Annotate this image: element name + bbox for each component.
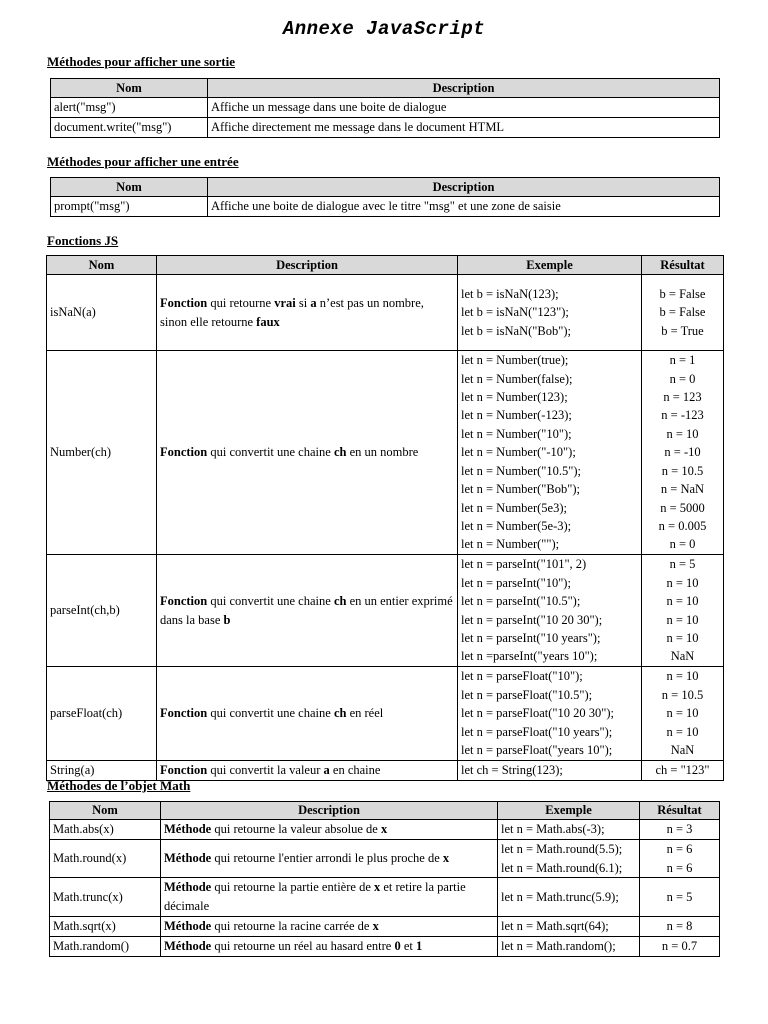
table-row — [47, 555, 724, 667]
cell-example — [498, 840, 640, 878]
cell-result — [642, 555, 724, 667]
header-name: Nom — [51, 178, 208, 197]
cell-description — [157, 275, 458, 351]
description-text: qui retourne un réel au hasard entre — [211, 939, 395, 953]
cell-description — [157, 761, 458, 781]
cell-description — [161, 917, 498, 937]
description-keyword: Méthode — [164, 939, 212, 953]
description-keyword: a — [310, 295, 317, 310]
example-line: let n = Math.trunc(5.9); — [501, 889, 619, 904]
example-line: let b = isNaN("123"); — [461, 305, 569, 320]
example-line: let b = isNaN(123); — [461, 286, 559, 301]
example-line: let n = parseFloat("10.5"); — [461, 687, 593, 702]
section-heading-functions: Fonctions JS — [47, 233, 119, 248]
cell-result — [642, 667, 724, 761]
cell-description — [161, 937, 498, 957]
result-line: NaN — [670, 743, 695, 758]
result-line: n = 0.005 — [658, 518, 707, 533]
input-methods-table — [50, 177, 720, 217]
table-row — [47, 275, 724, 351]
section-heading-input: Méthodes pour afficher une entrée — [47, 154, 239, 169]
description-keyword: Fonction — [160, 445, 208, 459]
result-line: b = False — [659, 286, 706, 301]
header-name: Nom — [47, 256, 157, 275]
cell-result — [642, 351, 724, 555]
description-text: qui convertit une chaine — [207, 706, 334, 720]
result-line: n = 5000 — [660, 500, 705, 515]
example-line: let n = Number(-123); — [461, 408, 572, 423]
cell-name: Math.trunc(x) — [50, 878, 161, 917]
table-row — [50, 878, 720, 917]
result-line: n = 10 — [666, 724, 699, 739]
cell-name: alert("msg") — [51, 98, 208, 118]
description-text: qui retourne l'entier arrondi le plus proche de — [211, 851, 443, 865]
result-line: n = NaN — [660, 482, 705, 497]
result-line: n = 0 — [669, 371, 696, 386]
cell-description — [157, 667, 458, 761]
description-keyword: Fonction — [160, 593, 208, 608]
cell-example — [458, 275, 642, 351]
description-keyword: Méthode — [164, 851, 212, 865]
section-heading-output: Méthodes pour afficher une sortie — [47, 54, 235, 69]
description-keyword: Fonction — [160, 295, 208, 310]
cell-result — [640, 878, 720, 917]
cell-example — [498, 937, 640, 957]
example-line: let n = Number("Bob"); — [461, 482, 580, 497]
cell-example — [458, 351, 642, 555]
cell-description: Affiche une boite de dialogue avec le titre "msg" et une zone de saisie — [208, 197, 720, 217]
cell-name: prompt("msg") — [51, 197, 208, 217]
table-header-row — [51, 79, 720, 98]
cell-description: Affiche directement me message dans le document HTML — [208, 118, 720, 138]
table-row — [47, 667, 724, 761]
table-row — [51, 98, 720, 118]
result-line: n = 10 — [666, 630, 699, 645]
cell-description — [157, 351, 458, 555]
header-description: Description — [208, 178, 720, 197]
cell-name: Math.abs(x) — [50, 820, 161, 840]
example-line: let n = Number("-10"); — [461, 445, 576, 460]
description-keyword: 0 — [394, 939, 401, 953]
description-text: en chaine — [329, 763, 381, 777]
description-text: qui retourne la partie entière de — [211, 880, 374, 894]
result-line: n = 10 — [666, 669, 699, 684]
result-line: n = 5 — [669, 557, 696, 572]
example-line: let n = parseInt("101", 2) — [461, 557, 587, 572]
description-keyword: Méthode — [164, 880, 212, 894]
header-description: Description — [157, 256, 458, 275]
cell-example — [498, 820, 640, 840]
result-line: n = 0.7 — [661, 939, 698, 954]
example-line: let n =parseInt("years 10"); — [461, 649, 598, 664]
example-line: let n = parseInt("10"); — [461, 575, 571, 590]
header-description: Description — [161, 802, 498, 820]
example-line: let n = Number(true); — [461, 353, 569, 368]
cell-name: Math.round(x) — [50, 840, 161, 878]
cell-result — [640, 820, 720, 840]
result-line: NaN — [670, 649, 695, 664]
result-line: n = 10.5 — [661, 687, 704, 702]
example-line: let n = Number(123); — [461, 390, 568, 405]
result-line: n = -123 — [661, 408, 704, 423]
example-line: let n = Number(""); — [461, 537, 560, 552]
description-keyword: x — [374, 880, 381, 894]
description-text: qui retourne la valeur absolue de — [211, 822, 381, 836]
page-title: Annexe JavaScript — [282, 18, 486, 40]
cell-example — [458, 761, 642, 781]
description-text: qui convertit une chaine — [207, 445, 334, 459]
description-keyword: Méthode — [164, 822, 212, 836]
table-row — [47, 351, 724, 555]
description-keyword: ch — [333, 593, 347, 608]
header-name: Nom — [50, 802, 161, 820]
description-keyword: b — [223, 612, 231, 627]
table-row — [50, 937, 720, 957]
cell-name: parseInt(ch,b) — [47, 555, 157, 667]
header-example: Exemple — [458, 256, 642, 275]
header-description: Description — [208, 79, 720, 98]
result-line: n = 8 — [666, 919, 693, 934]
cell-name: isNaN(a) — [47, 275, 157, 351]
example-line: let ch = String(123); — [461, 763, 563, 778]
functions-table — [46, 255, 724, 781]
example-line: let n = parseFloat("10 years"); — [461, 724, 613, 739]
description-text: qui convertit une chaine — [207, 593, 334, 608]
result-line: n = 10 — [666, 594, 699, 609]
table-row — [51, 197, 720, 217]
result-line: n = 3 — [666, 822, 693, 837]
result-line: n = 10 — [666, 706, 699, 721]
description-keyword: a — [323, 763, 330, 777]
result-line: n = 6 — [666, 860, 693, 875]
example-line: let b = isNaN("Bob"); — [461, 323, 571, 338]
result-line: n = 1 — [669, 353, 696, 368]
cell-name: Math.random() — [50, 937, 161, 957]
description-keyword: ch — [333, 706, 347, 720]
example-line: let n = parseFloat("10"); — [461, 669, 583, 684]
description-keyword: faux — [256, 314, 280, 329]
description-text: qui retourne la racine carrée de — [211, 919, 373, 933]
description-text: et — [400, 939, 417, 953]
description-keyword: Fonction — [160, 763, 208, 777]
result-line: b = True — [661, 323, 704, 338]
table-row — [50, 840, 720, 878]
section-heading-math: Méthodes de l’objet Math — [47, 778, 191, 793]
description-text: si — [295, 295, 311, 310]
table-header-row — [51, 178, 720, 197]
example-line: let n = parseInt("10 years"); — [461, 630, 601, 645]
table-row — [50, 820, 720, 840]
result-line: b = False — [659, 305, 706, 320]
cell-example — [498, 917, 640, 937]
description-keyword: vrai — [274, 295, 296, 310]
result-line: n = 10 — [666, 426, 699, 441]
example-line: let n = parseFloat("years 10"); — [461, 743, 613, 758]
cell-description — [157, 555, 458, 667]
example-line: let n = Math.abs(-3); — [501, 822, 605, 837]
description-keyword: 1 — [416, 939, 423, 953]
example-line: let n = Number(5e3); — [461, 500, 567, 515]
header-name: Nom — [51, 79, 208, 98]
example-line: let n = Number(false); — [461, 371, 573, 386]
result-line: n = 5 — [666, 889, 693, 904]
result-line: n = 10 — [666, 575, 699, 590]
math-methods-table — [49, 801, 720, 957]
result-line: n = 10 — [666, 612, 699, 627]
cell-name: document.write("msg") — [51, 118, 208, 138]
result-line: n = -10 — [664, 445, 701, 460]
description-text: en un entier exprimé dans la base — [160, 593, 453, 627]
cell-example — [458, 667, 642, 761]
description-text: et retire la partie décimale — [164, 880, 466, 913]
cell-result — [640, 937, 720, 957]
description-keyword: Fonction — [160, 706, 208, 720]
cell-name: String(a) — [47, 761, 157, 781]
cell-result — [640, 917, 720, 937]
description-text: qui retourne — [207, 295, 275, 310]
example-line: let n = parseInt("10.5"); — [461, 594, 581, 609]
cell-example — [498, 878, 640, 917]
table-header-row — [47, 256, 724, 275]
description-keyword: x — [372, 919, 379, 933]
cell-name: Number(ch) — [47, 351, 157, 555]
example-line: let n = Number("10"); — [461, 426, 572, 441]
description-text: en réel — [346, 706, 384, 720]
table-row — [50, 917, 720, 937]
result-line: n = 10.5 — [661, 463, 704, 478]
cell-description — [161, 840, 498, 878]
description-text: en un nombre — [346, 445, 419, 459]
output-methods-table — [50, 78, 720, 138]
header-result: Résultat — [642, 256, 724, 275]
description-keyword: ch — [333, 445, 347, 459]
cell-description: Affiche un message dans une boite de dialogue — [208, 98, 720, 118]
cell-example — [458, 555, 642, 667]
result-line: n = 0 — [669, 537, 696, 552]
cell-result — [642, 761, 724, 781]
description-text: qui convertit la valeur — [207, 763, 324, 777]
description-keyword: Méthode — [164, 919, 212, 933]
cell-name: Math.sqrt(x) — [50, 917, 161, 937]
example-line: let n = Math.round(6.1); — [501, 860, 623, 875]
cell-description — [161, 878, 498, 917]
cell-name: parseFloat(ch) — [47, 667, 157, 761]
table-header-row — [50, 802, 720, 820]
example-line: let n = Math.sqrt(64); — [501, 919, 609, 934]
example-line: let n = parseFloat("10 20 30"); — [461, 706, 614, 721]
result-line: n = 6 — [666, 842, 693, 857]
example-line: let n = Math.random(); — [501, 939, 616, 954]
cell-description — [161, 820, 498, 840]
cell-result — [640, 840, 720, 878]
result-line: ch = "123" — [655, 763, 710, 778]
example-line: let n = Math.round(5.5); — [501, 842, 623, 857]
result-line: n = 123 — [663, 390, 702, 405]
description-keyword: x — [442, 851, 450, 865]
example-line: let n = Number("10.5"); — [461, 463, 582, 478]
example-line: let n = parseInt("10 20 30"); — [461, 612, 603, 627]
description-text: n’est pas un nombre, sinon elle retourne — [160, 295, 424, 329]
description-keyword: x — [380, 822, 388, 836]
table-row — [51, 118, 720, 138]
cell-result — [642, 275, 724, 351]
header-result: Résultat — [640, 802, 720, 820]
example-line: let n = Number(5e-3); — [461, 518, 572, 533]
header-example: Exemple — [498, 802, 640, 820]
